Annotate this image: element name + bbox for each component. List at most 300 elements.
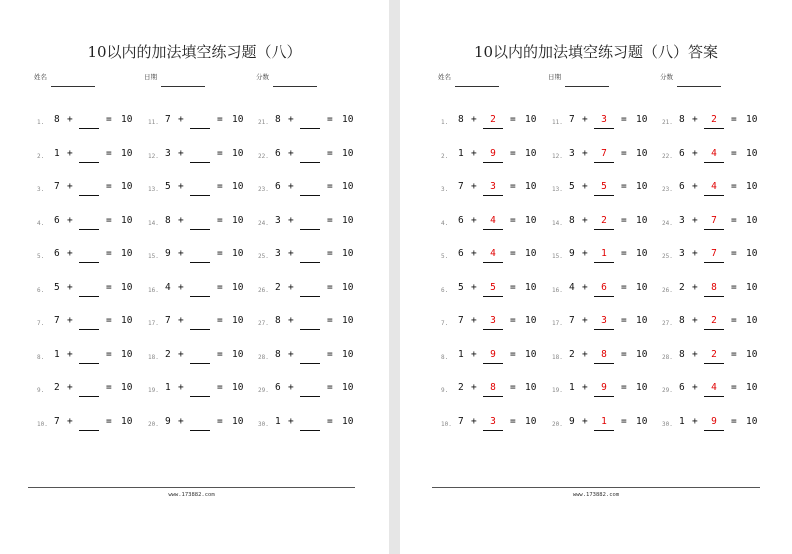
score-label: 分数 bbox=[256, 73, 269, 81]
plus-sign: + bbox=[692, 181, 698, 192]
plus-sign: + bbox=[471, 315, 477, 326]
sum: 10 bbox=[232, 114, 244, 125]
plus-sign: + bbox=[178, 147, 184, 159]
sum: 10 bbox=[342, 315, 354, 326]
equals-sign: = bbox=[327, 382, 333, 393]
problem-number: 19. bbox=[552, 387, 563, 394]
equals-sign: = bbox=[731, 315, 737, 326]
sum: 10 bbox=[746, 214, 758, 226]
plus-sign: + bbox=[288, 315, 294, 326]
addend: 5 bbox=[54, 281, 60, 293]
problem-number: 17. bbox=[552, 320, 563, 327]
problem-number: 13. bbox=[148, 186, 159, 193]
problem-number: 21. bbox=[662, 119, 673, 126]
problem-number: 17. bbox=[148, 320, 159, 327]
addend: 8 bbox=[275, 315, 281, 326]
plus-sign: + bbox=[178, 181, 184, 192]
answer-blank bbox=[594, 363, 614, 364]
answer-blank[interactable] bbox=[79, 229, 99, 230]
problem-number: 3. bbox=[37, 186, 45, 193]
sum: 10 bbox=[525, 382, 537, 393]
problem-number: 30. bbox=[662, 420, 673, 428]
answer-blank[interactable] bbox=[300, 162, 320, 163]
addend: 1 bbox=[569, 382, 575, 393]
plus-sign: + bbox=[471, 214, 477, 226]
addend: 9 bbox=[165, 248, 171, 259]
name-line bbox=[51, 86, 95, 87]
plus-sign: + bbox=[288, 415, 294, 427]
addend: 9 bbox=[569, 415, 575, 427]
equals-sign: = bbox=[510, 415, 516, 427]
addend: 5 bbox=[458, 281, 464, 293]
answer-blank[interactable] bbox=[79, 195, 99, 196]
addend: 7 bbox=[165, 114, 171, 125]
equals-sign: = bbox=[510, 248, 516, 259]
sum: 10 bbox=[525, 348, 537, 360]
sum: 10 bbox=[746, 147, 758, 159]
sum: 10 bbox=[342, 181, 354, 192]
answer-value: 3 bbox=[601, 114, 607, 125]
addend: 6 bbox=[54, 214, 60, 226]
plus-sign: + bbox=[471, 348, 477, 360]
plus-sign: + bbox=[178, 348, 184, 360]
addend: 8 bbox=[679, 114, 685, 125]
sum: 10 bbox=[746, 315, 758, 326]
answer-blank[interactable] bbox=[79, 363, 99, 364]
answer-blank bbox=[483, 229, 503, 230]
addend: 7 bbox=[54, 315, 60, 326]
addend: 2 bbox=[569, 348, 575, 360]
date-line bbox=[161, 86, 205, 87]
problem-number: 10. bbox=[441, 420, 452, 428]
sum: 10 bbox=[342, 281, 354, 293]
equals-sign: = bbox=[327, 281, 333, 293]
answer-blank bbox=[594, 229, 614, 230]
answer-value: 7 bbox=[601, 147, 607, 159]
addend: 3 bbox=[569, 147, 575, 159]
equals-sign: = bbox=[731, 248, 737, 259]
addend: 2 bbox=[679, 281, 685, 293]
answer-value: 2 bbox=[711, 315, 717, 326]
problem-number: 5. bbox=[37, 253, 45, 260]
answer-blank bbox=[704, 296, 724, 297]
worksheet-page bbox=[0, 0, 389, 554]
equals-sign: = bbox=[731, 348, 737, 360]
problem-number: 27. bbox=[258, 320, 269, 327]
plus-sign: + bbox=[178, 248, 184, 259]
answer-value: 3 bbox=[490, 415, 496, 427]
addend: 8 bbox=[569, 214, 575, 226]
answer-blank[interactable] bbox=[300, 329, 320, 330]
problem-number: 18. bbox=[148, 353, 159, 361]
equals-sign: = bbox=[217, 248, 223, 259]
addend: 8 bbox=[275, 348, 281, 360]
problem-number: 24. bbox=[662, 219, 673, 227]
problem-number: 1. bbox=[441, 119, 449, 126]
plus-sign: + bbox=[692, 147, 698, 159]
answer-blank[interactable] bbox=[79, 430, 99, 431]
equals-sign: = bbox=[106, 248, 112, 259]
plus-sign: + bbox=[67, 114, 73, 125]
problem-number: 26. bbox=[662, 286, 673, 294]
answer-blank bbox=[483, 329, 503, 330]
answer-value: 4 bbox=[711, 181, 717, 192]
sum: 10 bbox=[636, 214, 648, 226]
equals-sign: = bbox=[510, 147, 516, 159]
equals-sign: = bbox=[621, 315, 627, 326]
name-label: 姓名 bbox=[438, 73, 451, 81]
plus-sign: + bbox=[582, 315, 588, 326]
sum: 10 bbox=[232, 181, 244, 192]
sum: 10 bbox=[636, 114, 648, 125]
plus-sign: + bbox=[471, 147, 477, 159]
problem-number: 12. bbox=[148, 152, 159, 160]
equals-sign: = bbox=[731, 147, 737, 159]
answer-blank[interactable] bbox=[300, 396, 320, 397]
sum: 10 bbox=[121, 248, 133, 259]
addend: 3 bbox=[165, 147, 171, 159]
sum: 10 bbox=[636, 147, 648, 159]
plus-sign: + bbox=[67, 382, 73, 393]
addend: 4 bbox=[165, 281, 171, 293]
plus-sign: + bbox=[692, 315, 698, 326]
equals-sign: = bbox=[327, 181, 333, 192]
sum: 10 bbox=[232, 315, 244, 326]
equals-sign: = bbox=[510, 382, 516, 393]
answer-blank[interactable] bbox=[190, 229, 210, 230]
answer-blank bbox=[483, 195, 503, 196]
plus-sign: + bbox=[67, 281, 73, 293]
answer-blank bbox=[483, 162, 503, 163]
addend: 7 bbox=[458, 315, 464, 326]
equals-sign: = bbox=[217, 214, 223, 226]
addend: 6 bbox=[458, 214, 464, 226]
answer-blank bbox=[704, 396, 724, 397]
equals-sign: = bbox=[106, 281, 112, 293]
answer-blank bbox=[483, 430, 503, 431]
answer-blank[interactable] bbox=[190, 128, 210, 129]
problem-number: 5. bbox=[441, 253, 449, 260]
addend: 1 bbox=[679, 415, 685, 427]
problem-number: 23. bbox=[258, 186, 269, 193]
plus-sign: + bbox=[692, 382, 698, 393]
addend: 6 bbox=[275, 382, 281, 393]
addend: 8 bbox=[679, 348, 685, 360]
plus-sign: + bbox=[67, 214, 73, 226]
addend: 1 bbox=[54, 348, 60, 360]
plus-sign: + bbox=[582, 382, 588, 393]
problem-number: 7. bbox=[37, 320, 45, 327]
plus-sign: + bbox=[178, 315, 184, 326]
plus-sign: + bbox=[582, 147, 588, 159]
plus-sign: + bbox=[582, 281, 588, 293]
answer-blank[interactable] bbox=[190, 363, 210, 364]
plus-sign: + bbox=[288, 114, 294, 125]
addend: 1 bbox=[165, 382, 171, 393]
addend: 6 bbox=[679, 147, 685, 159]
addend: 7 bbox=[569, 114, 575, 125]
addend: 6 bbox=[275, 181, 281, 192]
problem-number: 14. bbox=[552, 219, 563, 227]
problem-number: 7. bbox=[441, 320, 449, 327]
answer-blank bbox=[594, 262, 614, 263]
equals-sign: = bbox=[621, 147, 627, 159]
sum: 10 bbox=[121, 382, 133, 393]
sum: 10 bbox=[525, 114, 537, 125]
sum: 10 bbox=[525, 281, 537, 293]
sum: 10 bbox=[342, 415, 354, 427]
sum: 10 bbox=[636, 281, 648, 293]
plus-sign: + bbox=[471, 248, 477, 259]
answer-value: 7 bbox=[711, 248, 717, 259]
equals-sign: = bbox=[217, 281, 223, 293]
addend: 3 bbox=[679, 214, 685, 226]
problem-number: 19. bbox=[148, 387, 159, 394]
plus-sign: + bbox=[178, 214, 184, 226]
sum: 10 bbox=[525, 147, 537, 159]
answer-value: 2 bbox=[601, 214, 607, 226]
addend: 1 bbox=[458, 147, 464, 159]
plus-sign: + bbox=[582, 214, 588, 226]
answer-value: 5 bbox=[601, 181, 607, 192]
answer-blank[interactable] bbox=[300, 195, 320, 196]
equals-sign: = bbox=[621, 181, 627, 192]
problem-number: 21. bbox=[258, 119, 269, 126]
answer-value: 9 bbox=[490, 147, 496, 159]
answer-page bbox=[400, 0, 792, 554]
answer-value: 8 bbox=[711, 281, 717, 293]
sum: 10 bbox=[342, 382, 354, 393]
problem-number: 4. bbox=[441, 219, 449, 227]
answer-blank[interactable] bbox=[300, 128, 320, 129]
sum: 10 bbox=[121, 281, 133, 293]
answer-value: 4 bbox=[490, 214, 496, 226]
plus-sign: + bbox=[67, 315, 73, 326]
answer-blank[interactable] bbox=[300, 262, 320, 263]
problem-number: 8. bbox=[441, 353, 449, 361]
addend: 8 bbox=[54, 114, 60, 125]
equals-sign: = bbox=[621, 248, 627, 259]
plus-sign: + bbox=[67, 147, 73, 159]
equals-sign: = bbox=[327, 114, 333, 125]
sum: 10 bbox=[121, 415, 133, 427]
answer-blank[interactable] bbox=[190, 430, 210, 431]
equals-sign: = bbox=[327, 248, 333, 259]
answer-blank[interactable] bbox=[300, 363, 320, 364]
answer-value: 9 bbox=[601, 382, 607, 393]
problem-number: 12. bbox=[552, 152, 563, 160]
sum: 10 bbox=[342, 114, 354, 125]
plus-sign: + bbox=[288, 382, 294, 393]
sum: 10 bbox=[746, 348, 758, 360]
answer-blank bbox=[704, 229, 724, 230]
problem-number: 13. bbox=[552, 186, 563, 193]
equals-sign: = bbox=[106, 415, 112, 427]
answer-blank[interactable] bbox=[190, 296, 210, 297]
answer-blank[interactable] bbox=[300, 430, 320, 431]
answer-value: 3 bbox=[490, 315, 496, 326]
sum: 10 bbox=[525, 214, 537, 226]
sum: 10 bbox=[525, 181, 537, 192]
problem-number: 11. bbox=[148, 119, 159, 126]
answer-value: 5 bbox=[490, 281, 496, 293]
sum: 10 bbox=[746, 382, 758, 393]
addend: 5 bbox=[165, 181, 171, 192]
equals-sign: = bbox=[327, 415, 333, 427]
equals-sign: = bbox=[621, 348, 627, 360]
footer-url: www.173882.com bbox=[168, 492, 215, 498]
plus-sign: + bbox=[67, 181, 73, 192]
problem-number: 1. bbox=[37, 119, 45, 126]
answer-value: 6 bbox=[601, 281, 607, 293]
addend: 8 bbox=[458, 114, 464, 125]
equals-sign: = bbox=[621, 114, 627, 125]
answer-blank bbox=[483, 262, 503, 263]
problem-number: 16. bbox=[552, 286, 563, 294]
addend: 1 bbox=[54, 147, 60, 159]
answer-blank bbox=[483, 128, 503, 129]
equals-sign: = bbox=[621, 214, 627, 226]
answer-blank[interactable] bbox=[300, 229, 320, 230]
answer-title: 10以内的加法填空练习题（八）答案 bbox=[473, 43, 719, 61]
answer-blank[interactable] bbox=[190, 329, 210, 330]
answer-value: 2 bbox=[711, 114, 717, 125]
answer-blank[interactable] bbox=[79, 296, 99, 297]
plus-sign: + bbox=[288, 214, 294, 226]
sum: 10 bbox=[746, 281, 758, 293]
sum: 10 bbox=[525, 315, 537, 326]
equals-sign: = bbox=[731, 382, 737, 393]
answer-value: 3 bbox=[490, 181, 496, 192]
sum: 10 bbox=[746, 415, 758, 427]
addend: 2 bbox=[275, 281, 281, 293]
equals-sign: = bbox=[510, 214, 516, 226]
answer-value: 9 bbox=[711, 415, 717, 427]
equals-sign: = bbox=[106, 382, 112, 393]
plus-sign: + bbox=[471, 415, 477, 427]
equals-sign: = bbox=[217, 114, 223, 125]
equals-sign: = bbox=[731, 214, 737, 226]
plus-sign: + bbox=[288, 348, 294, 360]
answer-blank[interactable] bbox=[190, 262, 210, 263]
addend: 7 bbox=[458, 415, 464, 427]
plus-sign: + bbox=[471, 114, 477, 125]
problem-number: 27. bbox=[662, 320, 673, 327]
sum: 10 bbox=[232, 147, 244, 159]
sum: 10 bbox=[121, 147, 133, 159]
answer-blank bbox=[594, 329, 614, 330]
problem-number: 10. bbox=[37, 420, 48, 428]
name-label: 姓名 bbox=[34, 73, 47, 81]
answer-blank[interactable] bbox=[79, 162, 99, 163]
addend: 8 bbox=[679, 315, 685, 326]
plus-sign: + bbox=[178, 382, 184, 393]
addend: 8 bbox=[165, 214, 171, 226]
answer-blank[interactable] bbox=[79, 128, 99, 129]
problem-number: 24. bbox=[258, 219, 269, 227]
sum: 10 bbox=[232, 214, 244, 226]
problem-number: 29. bbox=[258, 387, 269, 394]
addend: 6 bbox=[679, 181, 685, 192]
problem-number: 8. bbox=[37, 353, 45, 361]
addend: 6 bbox=[275, 147, 281, 159]
footer-divider bbox=[432, 487, 760, 488]
sum: 10 bbox=[232, 248, 244, 259]
answer-blank[interactable] bbox=[79, 262, 99, 263]
answer-blank bbox=[704, 128, 724, 129]
equals-sign: = bbox=[510, 181, 516, 192]
answer-blank[interactable] bbox=[190, 195, 210, 196]
answer-blank bbox=[483, 363, 503, 364]
answer-value: 4 bbox=[711, 147, 717, 159]
equals-sign: = bbox=[731, 114, 737, 125]
equals-sign: = bbox=[106, 114, 112, 125]
plus-sign: + bbox=[692, 114, 698, 125]
problem-number: 23. bbox=[662, 186, 673, 193]
date-line bbox=[565, 86, 609, 87]
sum: 10 bbox=[121, 214, 133, 226]
answer-blank[interactable] bbox=[190, 162, 210, 163]
equals-sign: = bbox=[327, 147, 333, 159]
addend: 7 bbox=[165, 315, 171, 326]
sum: 10 bbox=[636, 382, 648, 393]
problem-number: 16. bbox=[148, 286, 159, 294]
problem-number: 20. bbox=[148, 420, 159, 428]
equals-sign: = bbox=[621, 382, 627, 393]
sum: 10 bbox=[525, 248, 537, 259]
sum: 10 bbox=[232, 382, 244, 393]
equals-sign: = bbox=[217, 382, 223, 393]
sum: 10 bbox=[232, 415, 244, 427]
addend: 4 bbox=[569, 281, 575, 293]
answer-blank bbox=[483, 296, 503, 297]
answer-blank bbox=[704, 363, 724, 364]
sum: 10 bbox=[121, 181, 133, 192]
problem-number: 4. bbox=[37, 219, 45, 227]
equals-sign: = bbox=[510, 114, 516, 125]
addend: 5 bbox=[569, 181, 575, 192]
addend: 7 bbox=[54, 181, 60, 192]
answer-blank[interactable] bbox=[79, 329, 99, 330]
addend: 6 bbox=[458, 248, 464, 259]
answer-blank[interactable] bbox=[300, 296, 320, 297]
plus-sign: + bbox=[178, 281, 184, 293]
problem-number: 28. bbox=[662, 353, 673, 361]
answer-value: 7 bbox=[711, 214, 717, 226]
equals-sign: = bbox=[106, 181, 112, 192]
answer-blank bbox=[704, 430, 724, 431]
plus-sign: + bbox=[692, 348, 698, 360]
sum: 10 bbox=[636, 415, 648, 427]
plus-sign: + bbox=[178, 415, 184, 427]
problem-number: 30. bbox=[258, 420, 269, 428]
sum: 10 bbox=[746, 114, 758, 125]
answer-value: 4 bbox=[490, 248, 496, 259]
name-line bbox=[455, 86, 499, 87]
plus-sign: + bbox=[692, 281, 698, 293]
equals-sign: = bbox=[217, 348, 223, 360]
answer-value: 8 bbox=[490, 382, 496, 393]
score-label: 分数 bbox=[660, 73, 673, 81]
answer-blank[interactable] bbox=[79, 396, 99, 397]
answer-blank[interactable] bbox=[190, 396, 210, 397]
sum: 10 bbox=[636, 248, 648, 259]
sum: 10 bbox=[342, 147, 354, 159]
plus-sign: + bbox=[582, 348, 588, 360]
answer-blank bbox=[704, 262, 724, 263]
equals-sign: = bbox=[106, 147, 112, 159]
equals-sign: = bbox=[106, 348, 112, 360]
